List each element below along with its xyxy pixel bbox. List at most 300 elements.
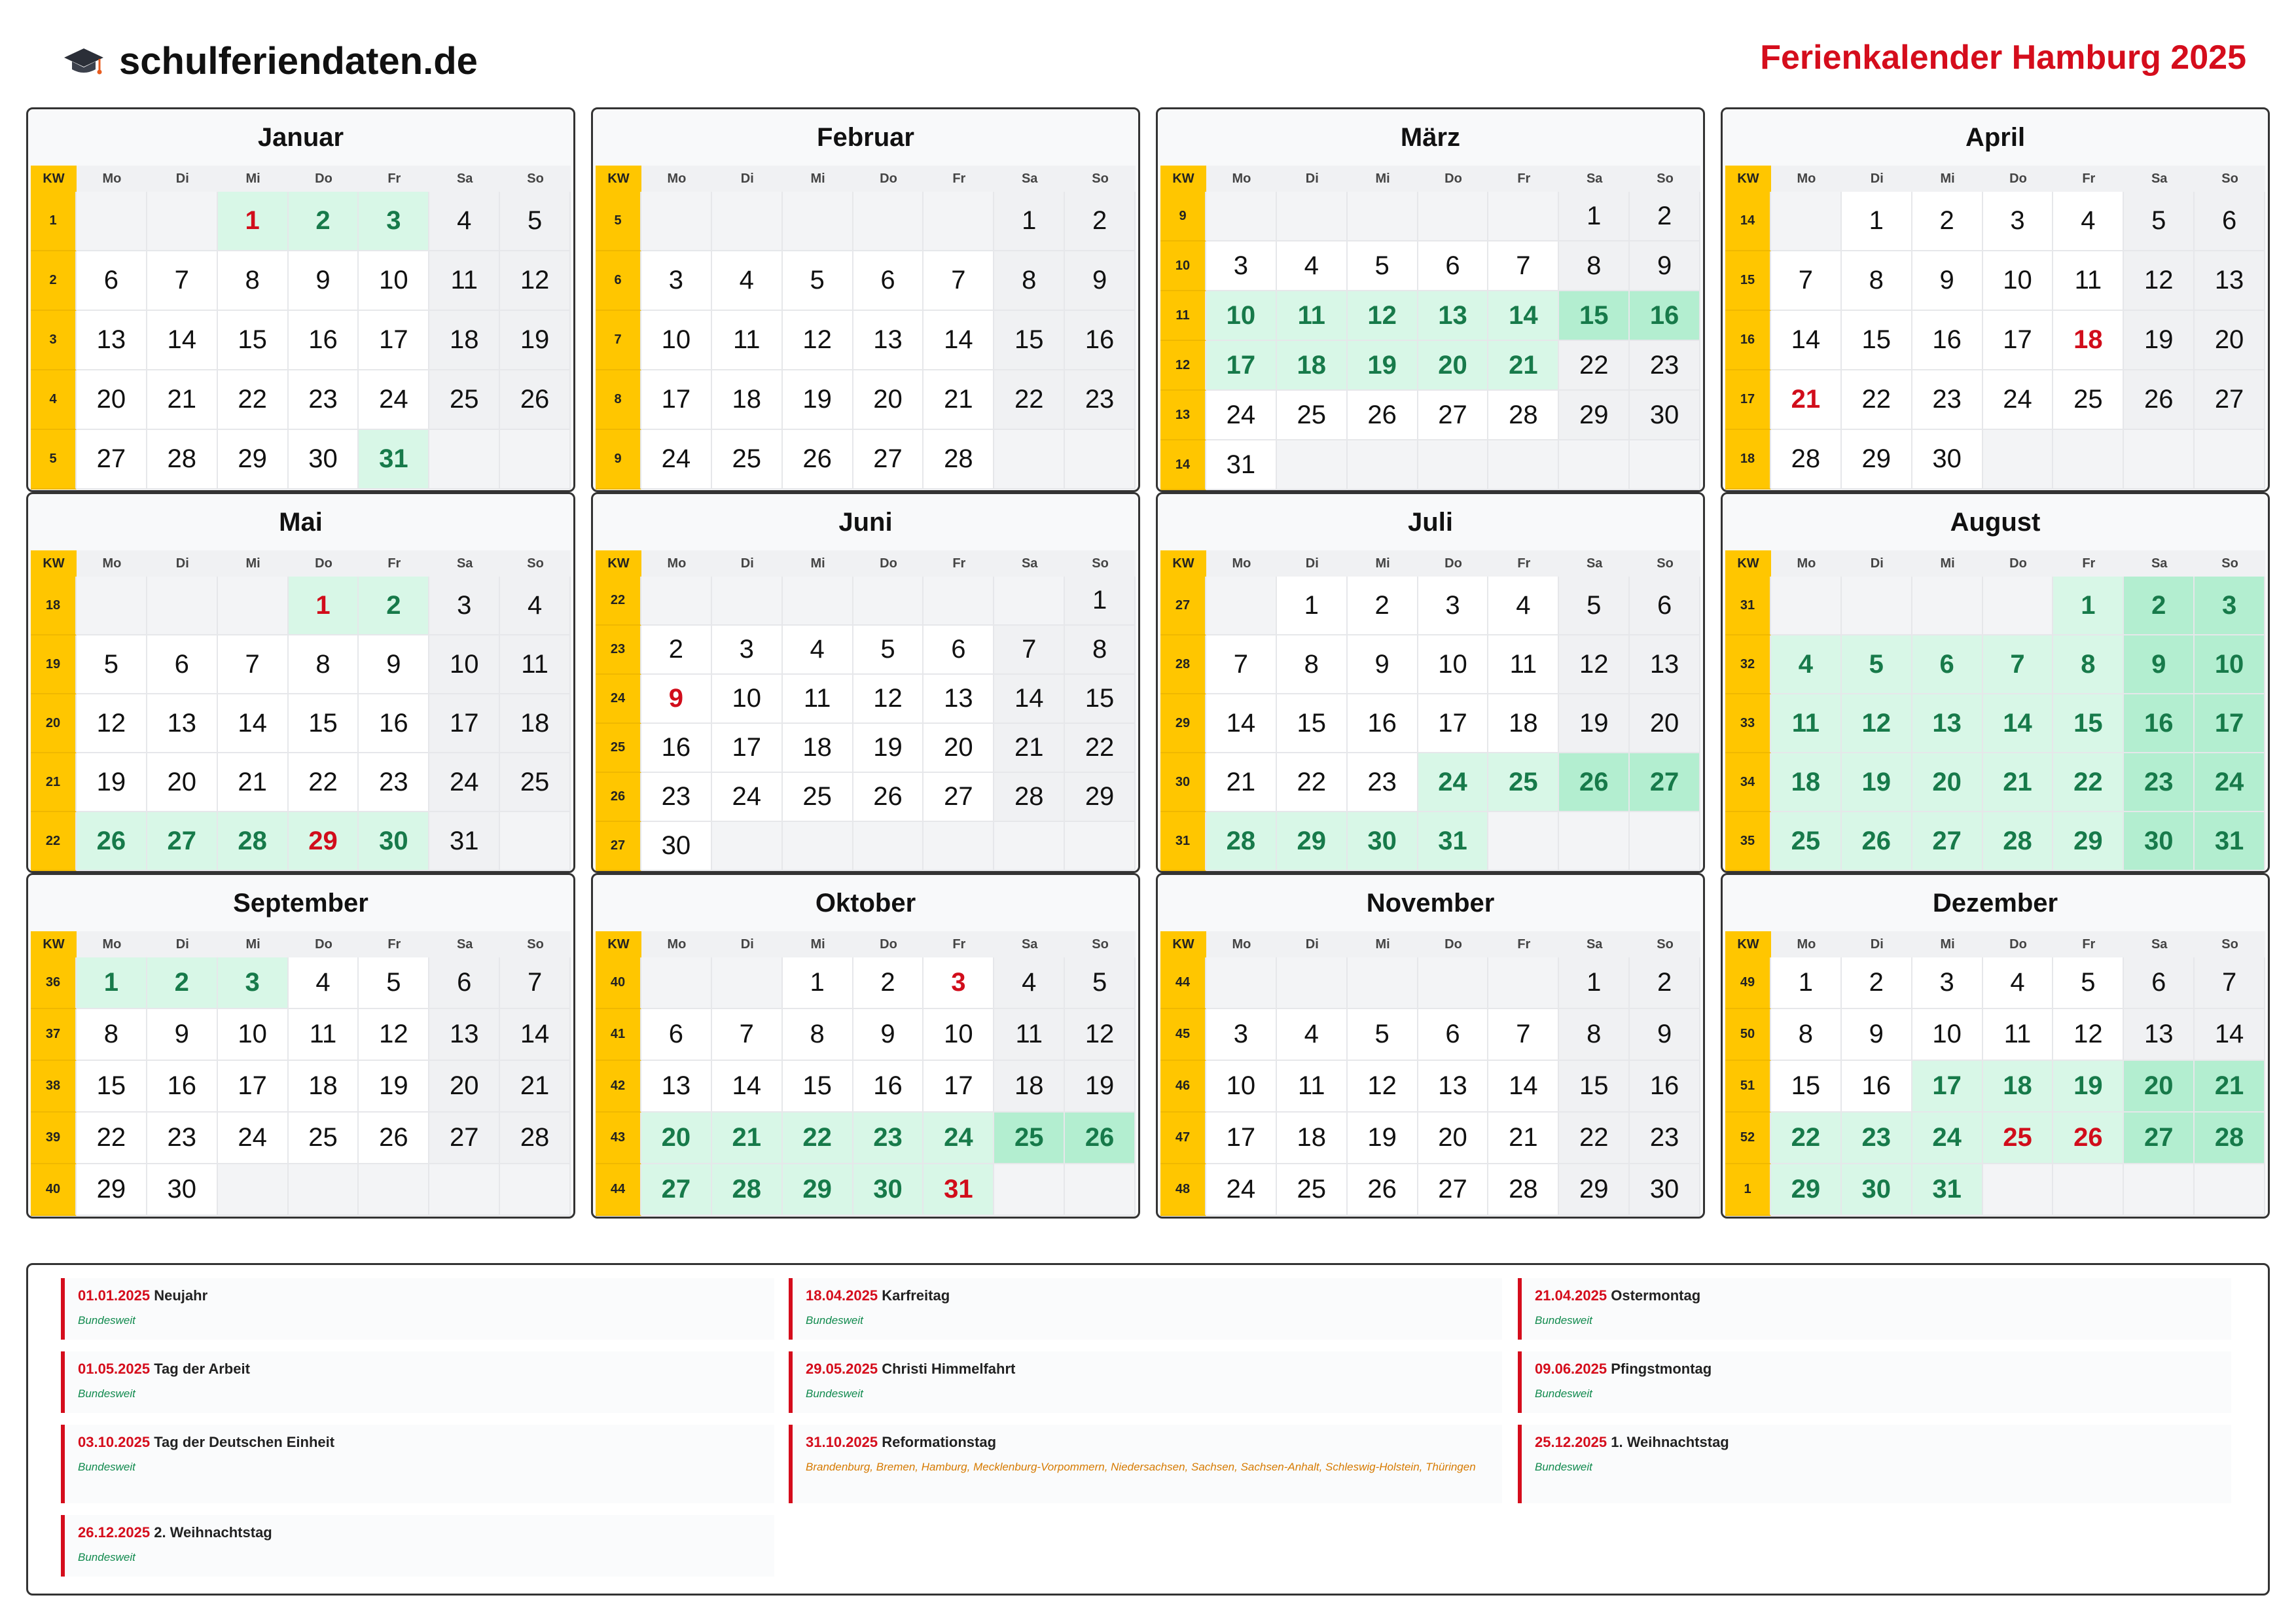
day-cell[interactable]: 1 bbox=[1277, 577, 1348, 635]
day-cell[interactable]: 27 bbox=[77, 430, 147, 490]
day-cell[interactable]: 11 bbox=[2053, 251, 2124, 311]
day-cell[interactable]: 22 bbox=[1842, 370, 1912, 430]
day-cell[interactable]: 9 bbox=[641, 675, 712, 724]
day-cell[interactable]: 7 bbox=[1983, 635, 2054, 694]
day-cell[interactable]: 12 bbox=[1348, 291, 1418, 341]
day-cell[interactable]: 10 bbox=[1418, 635, 1489, 694]
day-cell[interactable]: 16 bbox=[1630, 1061, 1700, 1113]
day-cell[interactable]: 4 bbox=[1771, 635, 1842, 694]
day-cell[interactable]: 9 bbox=[1348, 635, 1418, 694]
day-cell[interactable]: 11 bbox=[1983, 1009, 2054, 1061]
day-cell[interactable]: 22 bbox=[1771, 1113, 1842, 1164]
day-cell[interactable]: 16 bbox=[1065, 311, 1136, 370]
day-cell[interactable]: 11 bbox=[1771, 694, 1842, 753]
day-cell[interactable]: 8 bbox=[289, 635, 359, 694]
day-cell[interactable]: 17 bbox=[218, 1061, 289, 1113]
day-cell[interactable]: 30 bbox=[1348, 812, 1418, 871]
day-cell[interactable]: 19 bbox=[2053, 1061, 2124, 1113]
day-cell[interactable]: 13 bbox=[2124, 1009, 2195, 1061]
day-cell[interactable]: 19 bbox=[1842, 753, 1912, 812]
day-cell[interactable]: 2 bbox=[1912, 192, 1983, 251]
day-cell[interactable]: 30 bbox=[359, 812, 429, 871]
day-cell[interactable]: 17 bbox=[1983, 311, 2054, 370]
day-cell[interactable]: 15 bbox=[218, 311, 289, 370]
day-cell[interactable]: 21 bbox=[1488, 1113, 1559, 1164]
day-cell[interactable]: 20 bbox=[641, 1113, 712, 1164]
day-cell[interactable]: 15 bbox=[77, 1061, 147, 1113]
day-cell[interactable]: 28 bbox=[924, 430, 994, 490]
day-cell[interactable]: 4 bbox=[1983, 957, 2054, 1009]
day-cell[interactable]: 12 bbox=[783, 311, 853, 370]
day-cell[interactable]: 10 bbox=[1983, 251, 2054, 311]
day-cell[interactable]: 18 bbox=[1488, 694, 1559, 753]
day-cell[interactable]: 4 bbox=[1277, 241, 1348, 291]
day-cell[interactable]: 1 bbox=[1065, 577, 1136, 626]
day-cell[interactable]: 26 bbox=[1348, 1164, 1418, 1216]
day-cell[interactable]: 15 bbox=[1771, 1061, 1842, 1113]
day-cell[interactable]: 6 bbox=[641, 1009, 712, 1061]
day-cell[interactable]: 28 bbox=[994, 773, 1065, 822]
day-cell[interactable]: 16 bbox=[147, 1061, 218, 1113]
day-cell[interactable]: 23 bbox=[1630, 341, 1700, 391]
day-cell[interactable]: 27 bbox=[429, 1113, 500, 1164]
day-cell[interactable]: 11 bbox=[429, 251, 500, 311]
day-cell[interactable]: 13 bbox=[2195, 251, 2265, 311]
day-cell[interactable]: 14 bbox=[1488, 291, 1559, 341]
day-cell[interactable]: 18 bbox=[289, 1061, 359, 1113]
day-cell[interactable]: 20 bbox=[853, 370, 924, 430]
day-cell[interactable]: 16 bbox=[1630, 291, 1700, 341]
day-cell[interactable]: 13 bbox=[147, 694, 218, 753]
day-cell[interactable]: 26 bbox=[2124, 370, 2195, 430]
day-cell[interactable]: 22 bbox=[1065, 724, 1136, 773]
day-cell[interactable]: 22 bbox=[289, 753, 359, 812]
day-cell[interactable]: 7 bbox=[1206, 635, 1277, 694]
day-cell[interactable]: 25 bbox=[2053, 370, 2124, 430]
day-cell[interactable]: 27 bbox=[147, 812, 218, 871]
day-cell[interactable]: 26 bbox=[853, 773, 924, 822]
day-cell[interactable]: 18 bbox=[783, 724, 853, 773]
day-cell[interactable]: 10 bbox=[1206, 291, 1277, 341]
day-cell[interactable]: 7 bbox=[1488, 1009, 1559, 1061]
day-cell[interactable]: 9 bbox=[853, 1009, 924, 1061]
day-cell[interactable]: 23 bbox=[289, 370, 359, 430]
day-cell[interactable]: 3 bbox=[1206, 241, 1277, 291]
day-cell[interactable]: 4 bbox=[1277, 1009, 1348, 1061]
day-cell[interactable]: 6 bbox=[2124, 957, 2195, 1009]
day-cell[interactable]: 5 bbox=[1348, 241, 1418, 291]
day-cell[interactable]: 6 bbox=[1418, 1009, 1489, 1061]
day-cell[interactable]: 20 bbox=[1630, 694, 1700, 753]
day-cell[interactable]: 25 bbox=[783, 773, 853, 822]
day-cell[interactable]: 2 bbox=[1630, 192, 1700, 241]
day-cell[interactable]: 9 bbox=[1630, 241, 1700, 291]
day-cell[interactable]: 22 bbox=[1559, 1113, 1630, 1164]
day-cell[interactable]: 29 bbox=[783, 1164, 853, 1216]
day-cell[interactable]: 2 bbox=[641, 626, 712, 675]
day-cell[interactable]: 14 bbox=[500, 1009, 571, 1061]
day-cell[interactable]: 14 bbox=[994, 675, 1065, 724]
day-cell[interactable]: 29 bbox=[77, 1164, 147, 1216]
day-cell[interactable]: 10 bbox=[359, 251, 429, 311]
day-cell[interactable]: 21 bbox=[1983, 753, 2054, 812]
day-cell[interactable]: 28 bbox=[1771, 430, 1842, 490]
day-cell[interactable]: 1 bbox=[1559, 957, 1630, 1009]
day-cell[interactable]: 22 bbox=[994, 370, 1065, 430]
day-cell[interactable]: 29 bbox=[1277, 812, 1348, 871]
day-cell[interactable]: 8 bbox=[1065, 626, 1136, 675]
day-cell[interactable]: 9 bbox=[359, 635, 429, 694]
day-cell[interactable]: 8 bbox=[2053, 635, 2124, 694]
day-cell[interactable]: 29 bbox=[1559, 1164, 1630, 1216]
day-cell[interactable]: 1 bbox=[289, 577, 359, 635]
day-cell[interactable]: 26 bbox=[783, 430, 853, 490]
day-cell[interactable]: 13 bbox=[1418, 1061, 1489, 1113]
day-cell[interactable]: 30 bbox=[1630, 391, 1700, 440]
day-cell[interactable]: 5 bbox=[1842, 635, 1912, 694]
day-cell[interactable]: 23 bbox=[641, 773, 712, 822]
day-cell[interactable]: 2 bbox=[289, 192, 359, 251]
day-cell[interactable]: 20 bbox=[2124, 1061, 2195, 1113]
day-cell[interactable]: 3 bbox=[924, 957, 994, 1009]
day-cell[interactable]: 23 bbox=[1630, 1113, 1700, 1164]
day-cell[interactable]: 24 bbox=[1418, 753, 1489, 812]
day-cell[interactable]: 31 bbox=[924, 1164, 994, 1216]
day-cell[interactable]: 11 bbox=[994, 1009, 1065, 1061]
day-cell[interactable]: 7 bbox=[994, 626, 1065, 675]
day-cell[interactable]: 22 bbox=[218, 370, 289, 430]
day-cell[interactable]: 3 bbox=[1206, 1009, 1277, 1061]
day-cell[interactable]: 7 bbox=[924, 251, 994, 311]
day-cell[interactable]: 13 bbox=[429, 1009, 500, 1061]
day-cell[interactable]: 10 bbox=[1912, 1009, 1983, 1061]
day-cell[interactable]: 26 bbox=[1842, 812, 1912, 871]
day-cell[interactable]: 28 bbox=[1488, 391, 1559, 440]
day-cell[interactable]: 14 bbox=[924, 311, 994, 370]
day-cell[interactable]: 15 bbox=[994, 311, 1065, 370]
day-cell[interactable]: 14 bbox=[2195, 1009, 2265, 1061]
day-cell[interactable]: 8 bbox=[218, 251, 289, 311]
day-cell[interactable]: 25 bbox=[1983, 1113, 2054, 1164]
day-cell[interactable]: 1 bbox=[1842, 192, 1912, 251]
day-cell[interactable]: 29 bbox=[1065, 773, 1136, 822]
day-cell[interactable]: 3 bbox=[712, 626, 783, 675]
day-cell[interactable]: 6 bbox=[924, 626, 994, 675]
day-cell[interactable]: 27 bbox=[924, 773, 994, 822]
day-cell[interactable]: 6 bbox=[1630, 577, 1700, 635]
day-cell[interactable]: 11 bbox=[712, 311, 783, 370]
day-cell[interactable]: 18 bbox=[712, 370, 783, 430]
day-cell[interactable]: 13 bbox=[1418, 291, 1489, 341]
day-cell[interactable]: 5 bbox=[2124, 192, 2195, 251]
day-cell[interactable]: 31 bbox=[1418, 812, 1489, 871]
day-cell[interactable]: 17 bbox=[712, 724, 783, 773]
day-cell[interactable]: 6 bbox=[429, 957, 500, 1009]
day-cell[interactable]: 28 bbox=[218, 812, 289, 871]
day-cell[interactable]: 15 bbox=[1277, 694, 1348, 753]
day-cell[interactable]: 19 bbox=[1065, 1061, 1136, 1113]
day-cell[interactable]: 30 bbox=[1630, 1164, 1700, 1216]
day-cell[interactable]: 9 bbox=[1912, 251, 1983, 311]
day-cell[interactable]: 9 bbox=[289, 251, 359, 311]
day-cell[interactable]: 11 bbox=[783, 675, 853, 724]
day-cell[interactable]: 23 bbox=[1065, 370, 1136, 430]
day-cell[interactable]: 19 bbox=[2124, 311, 2195, 370]
day-cell[interactable]: 27 bbox=[1630, 753, 1700, 812]
day-cell[interactable]: 4 bbox=[429, 192, 500, 251]
day-cell[interactable]: 8 bbox=[1559, 241, 1630, 291]
day-cell[interactable]: 22 bbox=[77, 1113, 147, 1164]
day-cell[interactable]: 24 bbox=[924, 1113, 994, 1164]
day-cell[interactable]: 25 bbox=[1277, 1164, 1348, 1216]
day-cell[interactable]: 5 bbox=[1348, 1009, 1418, 1061]
day-cell[interactable]: 9 bbox=[147, 1009, 218, 1061]
day-cell[interactable]: 6 bbox=[147, 635, 218, 694]
day-cell[interactable]: 20 bbox=[1912, 753, 1983, 812]
day-cell[interactable]: 27 bbox=[853, 430, 924, 490]
day-cell[interactable]: 23 bbox=[1912, 370, 1983, 430]
day-cell[interactable]: 17 bbox=[1912, 1061, 1983, 1113]
day-cell[interactable]: 12 bbox=[1065, 1009, 1136, 1061]
day-cell[interactable]: 27 bbox=[2195, 370, 2265, 430]
day-cell[interactable]: 10 bbox=[1206, 1061, 1277, 1113]
day-cell[interactable]: 10 bbox=[429, 635, 500, 694]
day-cell[interactable]: 1 bbox=[218, 192, 289, 251]
day-cell[interactable]: 30 bbox=[2124, 812, 2195, 871]
day-cell[interactable]: 2 bbox=[359, 577, 429, 635]
day-cell[interactable]: 26 bbox=[500, 370, 571, 430]
day-cell[interactable]: 18 bbox=[994, 1061, 1065, 1113]
day-cell[interactable]: 19 bbox=[783, 370, 853, 430]
day-cell[interactable]: 29 bbox=[1559, 391, 1630, 440]
day-cell[interactable]: 10 bbox=[218, 1009, 289, 1061]
day-cell[interactable]: 24 bbox=[641, 430, 712, 490]
day-cell[interactable]: 20 bbox=[429, 1061, 500, 1113]
day-cell[interactable]: 24 bbox=[359, 370, 429, 430]
day-cell[interactable]: 19 bbox=[77, 753, 147, 812]
day-cell[interactable]: 7 bbox=[500, 957, 571, 1009]
day-cell[interactable]: 15 bbox=[1559, 1061, 1630, 1113]
day-cell[interactable]: 14 bbox=[1488, 1061, 1559, 1113]
day-cell[interactable]: 24 bbox=[712, 773, 783, 822]
day-cell[interactable]: 5 bbox=[1065, 957, 1136, 1009]
day-cell[interactable]: 28 bbox=[147, 430, 218, 490]
day-cell[interactable]: 17 bbox=[924, 1061, 994, 1113]
day-cell[interactable]: 13 bbox=[77, 311, 147, 370]
day-cell[interactable]: 26 bbox=[1559, 753, 1630, 812]
day-cell[interactable]: 13 bbox=[924, 675, 994, 724]
day-cell[interactable]: 1 bbox=[1771, 957, 1842, 1009]
day-cell[interactable]: 7 bbox=[147, 251, 218, 311]
day-cell[interactable]: 31 bbox=[429, 812, 500, 871]
day-cell[interactable]: 9 bbox=[1842, 1009, 1912, 1061]
day-cell[interactable]: 2 bbox=[1630, 957, 1700, 1009]
day-cell[interactable]: 14 bbox=[1771, 311, 1842, 370]
day-cell[interactable]: 11 bbox=[1488, 635, 1559, 694]
day-cell[interactable]: 17 bbox=[1206, 1113, 1277, 1164]
day-cell[interactable]: 22 bbox=[1559, 341, 1630, 391]
day-cell[interactable]: 18 bbox=[500, 694, 571, 753]
day-cell[interactable]: 24 bbox=[1983, 370, 2054, 430]
day-cell[interactable]: 30 bbox=[1912, 430, 1983, 490]
day-cell[interactable]: 21 bbox=[712, 1113, 783, 1164]
day-cell[interactable]: 23 bbox=[359, 753, 429, 812]
day-cell[interactable]: 24 bbox=[429, 753, 500, 812]
day-cell[interactable]: 21 bbox=[1488, 341, 1559, 391]
day-cell[interactable]: 20 bbox=[147, 753, 218, 812]
day-cell[interactable]: 8 bbox=[1277, 635, 1348, 694]
day-cell[interactable]: 1 bbox=[994, 192, 1065, 251]
day-cell[interactable]: 14 bbox=[147, 311, 218, 370]
day-cell[interactable]: 22 bbox=[2053, 753, 2124, 812]
day-cell[interactable]: 2 bbox=[2124, 577, 2195, 635]
day-cell[interactable]: 3 bbox=[1418, 577, 1489, 635]
day-cell[interactable]: 13 bbox=[853, 311, 924, 370]
day-cell[interactable]: 13 bbox=[641, 1061, 712, 1113]
day-cell[interactable]: 25 bbox=[994, 1113, 1065, 1164]
day-cell[interactable]: 6 bbox=[2195, 192, 2265, 251]
day-cell[interactable]: 20 bbox=[1418, 341, 1489, 391]
day-cell[interactable]: 12 bbox=[500, 251, 571, 311]
day-cell[interactable]: 1 bbox=[2053, 577, 2124, 635]
day-cell[interactable]: 14 bbox=[1206, 694, 1277, 753]
day-cell[interactable]: 25 bbox=[1771, 812, 1842, 871]
day-cell[interactable]: 24 bbox=[1206, 391, 1277, 440]
day-cell[interactable]: 9 bbox=[1630, 1009, 1700, 1061]
day-cell[interactable]: 2 bbox=[147, 957, 218, 1009]
day-cell[interactable]: 31 bbox=[359, 430, 429, 490]
day-cell[interactable]: 28 bbox=[1488, 1164, 1559, 1216]
day-cell[interactable]: 21 bbox=[924, 370, 994, 430]
site-logo[interactable] bbox=[63, 39, 478, 83]
day-cell[interactable]: 15 bbox=[783, 1061, 853, 1113]
day-cell[interactable]: 8 bbox=[994, 251, 1065, 311]
day-cell[interactable]: 25 bbox=[289, 1113, 359, 1164]
day-cell[interactable]: 3 bbox=[641, 251, 712, 311]
day-cell[interactable]: 15 bbox=[289, 694, 359, 753]
day-cell[interactable]: 29 bbox=[2053, 812, 2124, 871]
day-cell[interactable]: 21 bbox=[1206, 753, 1277, 812]
day-cell[interactable]: 2 bbox=[1065, 192, 1136, 251]
day-cell[interactable]: 17 bbox=[429, 694, 500, 753]
day-cell[interactable]: 8 bbox=[1771, 1009, 1842, 1061]
day-cell[interactable]: 23 bbox=[147, 1113, 218, 1164]
day-cell[interactable]: 27 bbox=[1418, 391, 1489, 440]
day-cell[interactable]: 16 bbox=[2124, 694, 2195, 753]
day-cell[interactable]: 17 bbox=[1206, 341, 1277, 391]
day-cell[interactable]: 8 bbox=[77, 1009, 147, 1061]
day-cell[interactable]: 11 bbox=[289, 1009, 359, 1061]
day-cell[interactable]: 28 bbox=[2195, 1113, 2265, 1164]
day-cell[interactable]: 19 bbox=[1348, 1113, 1418, 1164]
day-cell[interactable]: 6 bbox=[1418, 241, 1489, 291]
day-cell[interactable]: 24 bbox=[1206, 1164, 1277, 1216]
day-cell[interactable]: 12 bbox=[77, 694, 147, 753]
day-cell[interactable]: 30 bbox=[853, 1164, 924, 1216]
day-cell[interactable]: 3 bbox=[429, 577, 500, 635]
day-cell[interactable]: 4 bbox=[2053, 192, 2124, 251]
day-cell[interactable]: 26 bbox=[1348, 391, 1418, 440]
day-cell[interactable]: 12 bbox=[1559, 635, 1630, 694]
day-cell[interactable]: 7 bbox=[1488, 241, 1559, 291]
day-cell[interactable]: 13 bbox=[1912, 694, 1983, 753]
day-cell[interactable]: 12 bbox=[1842, 694, 1912, 753]
day-cell[interactable]: 15 bbox=[1065, 675, 1136, 724]
day-cell[interactable]: 13 bbox=[1630, 635, 1700, 694]
day-cell[interactable]: 29 bbox=[289, 812, 359, 871]
day-cell[interactable]: 23 bbox=[2124, 753, 2195, 812]
day-cell[interactable]: 18 bbox=[1277, 341, 1348, 391]
day-cell[interactable]: 28 bbox=[500, 1113, 571, 1164]
day-cell[interactable]: 26 bbox=[1065, 1113, 1136, 1164]
day-cell[interactable]: 10 bbox=[641, 311, 712, 370]
day-cell[interactable]: 30 bbox=[289, 430, 359, 490]
day-cell[interactable]: 30 bbox=[641, 822, 712, 871]
day-cell[interactable]: 4 bbox=[289, 957, 359, 1009]
day-cell[interactable]: 19 bbox=[359, 1061, 429, 1113]
day-cell[interactable]: 18 bbox=[429, 311, 500, 370]
day-cell[interactable]: 7 bbox=[712, 1009, 783, 1061]
day-cell[interactable]: 27 bbox=[2124, 1113, 2195, 1164]
day-cell[interactable]: 14 bbox=[218, 694, 289, 753]
day-cell[interactable]: 12 bbox=[1348, 1061, 1418, 1113]
day-cell[interactable]: 16 bbox=[641, 724, 712, 773]
day-cell[interactable]: 6 bbox=[77, 251, 147, 311]
day-cell[interactable]: 5 bbox=[1559, 577, 1630, 635]
day-cell[interactable]: 4 bbox=[783, 626, 853, 675]
day-cell[interactable]: 21 bbox=[147, 370, 218, 430]
day-cell[interactable]: 4 bbox=[500, 577, 571, 635]
day-cell[interactable]: 21 bbox=[1771, 370, 1842, 430]
day-cell[interactable]: 17 bbox=[641, 370, 712, 430]
day-cell[interactable]: 7 bbox=[1771, 251, 1842, 311]
day-cell[interactable]: 21 bbox=[218, 753, 289, 812]
day-cell[interactable]: 31 bbox=[1206, 440, 1277, 490]
day-cell[interactable]: 25 bbox=[429, 370, 500, 430]
day-cell[interactable]: 26 bbox=[359, 1113, 429, 1164]
day-cell[interactable]: 30 bbox=[147, 1164, 218, 1216]
day-cell[interactable]: 14 bbox=[712, 1061, 783, 1113]
day-cell[interactable]: 25 bbox=[712, 430, 783, 490]
day-cell[interactable]: 15 bbox=[2053, 694, 2124, 753]
day-cell[interactable]: 22 bbox=[783, 1113, 853, 1164]
day-cell[interactable]: 4 bbox=[712, 251, 783, 311]
day-cell[interactable]: 28 bbox=[1983, 812, 2054, 871]
day-cell[interactable]: 27 bbox=[1418, 1164, 1489, 1216]
day-cell[interactable]: 3 bbox=[359, 192, 429, 251]
day-cell[interactable]: 23 bbox=[1348, 753, 1418, 812]
day-cell[interactable]: 29 bbox=[218, 430, 289, 490]
day-cell[interactable]: 5 bbox=[783, 251, 853, 311]
day-cell[interactable]: 31 bbox=[2195, 812, 2265, 871]
day-cell[interactable]: 25 bbox=[1277, 391, 1348, 440]
day-cell[interactable]: 15 bbox=[1559, 291, 1630, 341]
day-cell[interactable]: 14 bbox=[1983, 694, 2054, 753]
day-cell[interactable]: 19 bbox=[1559, 694, 1630, 753]
day-cell[interactable]: 6 bbox=[853, 251, 924, 311]
day-cell[interactable]: 1 bbox=[783, 957, 853, 1009]
day-cell[interactable]: 17 bbox=[2195, 694, 2265, 753]
day-cell[interactable]: 23 bbox=[1842, 1113, 1912, 1164]
day-cell[interactable]: 8 bbox=[1842, 251, 1912, 311]
day-cell[interactable]: 2 bbox=[1348, 577, 1418, 635]
day-cell[interactable]: 12 bbox=[853, 675, 924, 724]
day-cell[interactable]: 9 bbox=[1065, 251, 1136, 311]
day-cell[interactable]: 23 bbox=[853, 1113, 924, 1164]
day-cell[interactable]: 21 bbox=[994, 724, 1065, 773]
day-cell[interactable]: 3 bbox=[2195, 577, 2265, 635]
day-cell[interactable]: 6 bbox=[1912, 635, 1983, 694]
